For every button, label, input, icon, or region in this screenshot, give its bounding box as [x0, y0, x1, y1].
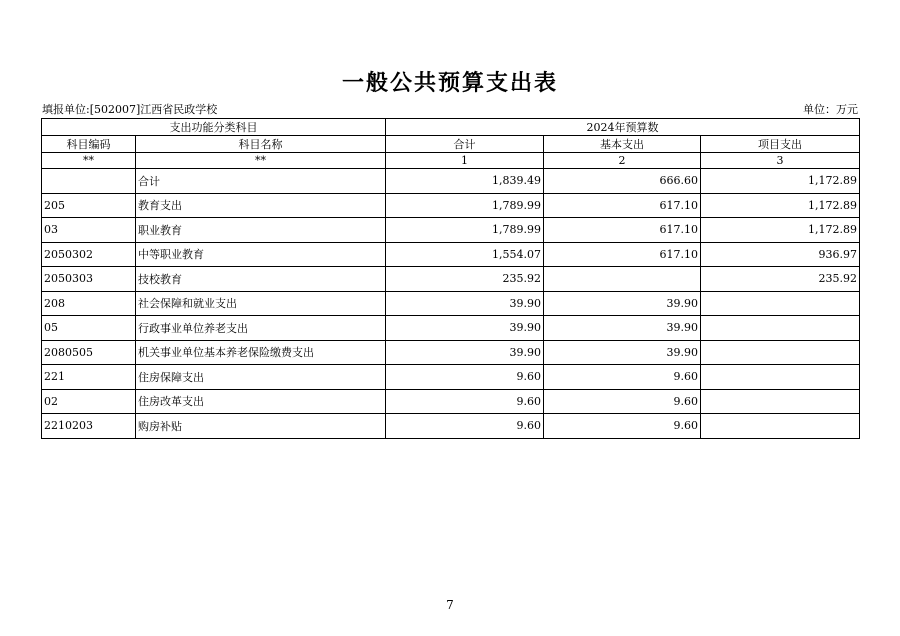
table-row [42, 242, 860, 267]
row-total: 1,554.07 [386, 242, 544, 267]
row-code: 208 [42, 291, 136, 316]
row-basic: 39.90 [544, 340, 701, 365]
row-name: 社会保障和就业支出 [136, 291, 386, 316]
header-column-row [42, 136, 860, 153]
row-basic: 9.60 [544, 389, 701, 414]
row-name: 购房补贴 [136, 414, 386, 439]
row-project [701, 414, 860, 439]
row-code [42, 169, 136, 194]
row-basic: 617.10 [544, 218, 701, 243]
table-row [42, 169, 860, 194]
row-basic: 617.10 [544, 242, 701, 267]
row-project: 1,172.89 [701, 218, 860, 243]
row-project: 936.97 [701, 242, 860, 267]
row-name: 教育支出 [136, 193, 386, 218]
row-total: 235.92 [386, 267, 544, 292]
row-name: 住房改革支出 [136, 389, 386, 414]
header-code-mark: ** [42, 153, 136, 169]
page-title: 一般公共预算支出表 [341, 71, 558, 96]
table-row [42, 340, 860, 365]
row-total: 39.90 [386, 291, 544, 316]
table-row [42, 316, 860, 341]
table-row [42, 218, 860, 243]
header-index-row [42, 153, 860, 169]
row-code: 2210203 [42, 414, 136, 439]
row-total: 39.90 [386, 316, 544, 341]
header-total-index: 1 [386, 153, 544, 169]
row-code: 05 [42, 316, 136, 341]
table-row [42, 291, 860, 316]
row-code: 2050303 [42, 267, 136, 292]
row-total: 9.60 [386, 389, 544, 414]
row-name: 中等职业教育 [136, 242, 386, 267]
row-total: 9.60 [386, 414, 544, 439]
row-name: 行政事业单位养老支出 [136, 316, 386, 341]
header-total: 合计 [386, 136, 544, 153]
table-row [42, 193, 860, 218]
row-project [701, 340, 860, 365]
row-project [701, 291, 860, 316]
row-code: 221 [42, 365, 136, 390]
row-basic: 39.90 [544, 291, 701, 316]
header-group-row [42, 119, 860, 136]
row-basic: 617.10 [544, 193, 701, 218]
row-basic: 666.60 [544, 169, 701, 194]
reporting-unit: 填报单位:[502007]江西省民政学校 [42, 103, 218, 116]
row-basic: 39.90 [544, 316, 701, 341]
row-project [701, 365, 860, 390]
row-total: 1,789.99 [386, 193, 544, 218]
row-code: 02 [42, 389, 136, 414]
row-total: 1,789.99 [386, 218, 544, 243]
row-name: 技校教育 [136, 267, 386, 292]
row-basic: 9.60 [544, 414, 701, 439]
header-function-classification: 支出功能分类科目 [42, 119, 386, 136]
header-code: 科目编码 [42, 136, 136, 153]
row-basic [544, 267, 701, 292]
table-row [42, 267, 860, 292]
row-name: 职业教育 [136, 218, 386, 243]
currency-unit: 单位：万元 [803, 103, 858, 116]
row-total: 9.60 [386, 365, 544, 390]
row-code: 2080505 [42, 340, 136, 365]
table-row [42, 365, 860, 390]
header-project-index: 3 [701, 153, 860, 169]
row-project: 1,172.89 [701, 169, 860, 194]
row-total: 1,839.49 [386, 169, 544, 194]
row-total: 39.90 [386, 340, 544, 365]
table-row [42, 414, 860, 439]
budget-table [41, 118, 860, 439]
header-basic-index: 2 [544, 153, 701, 169]
table-row [42, 389, 860, 414]
header-name-mark: ** [136, 153, 386, 169]
row-basic: 9.60 [544, 365, 701, 390]
header-budget-year: 2024年预算数 [386, 119, 860, 136]
row-code: 205 [42, 193, 136, 218]
row-project: 1,172.89 [701, 193, 860, 218]
row-name: 机关事业单位基本养老保险缴费支出 [136, 340, 386, 365]
row-name: 住房保障支出 [136, 365, 386, 390]
header-name: 科目名称 [136, 136, 386, 153]
row-project [701, 316, 860, 341]
header-basic: 基本支出 [544, 136, 701, 153]
row-project: 235.92 [701, 267, 860, 292]
page-number: 7 [446, 598, 454, 612]
row-name: 合计 [136, 169, 386, 194]
row-project [701, 389, 860, 414]
header-project: 项目支出 [701, 136, 860, 153]
row-code: 03 [42, 218, 136, 243]
row-code: 2050302 [42, 242, 136, 267]
